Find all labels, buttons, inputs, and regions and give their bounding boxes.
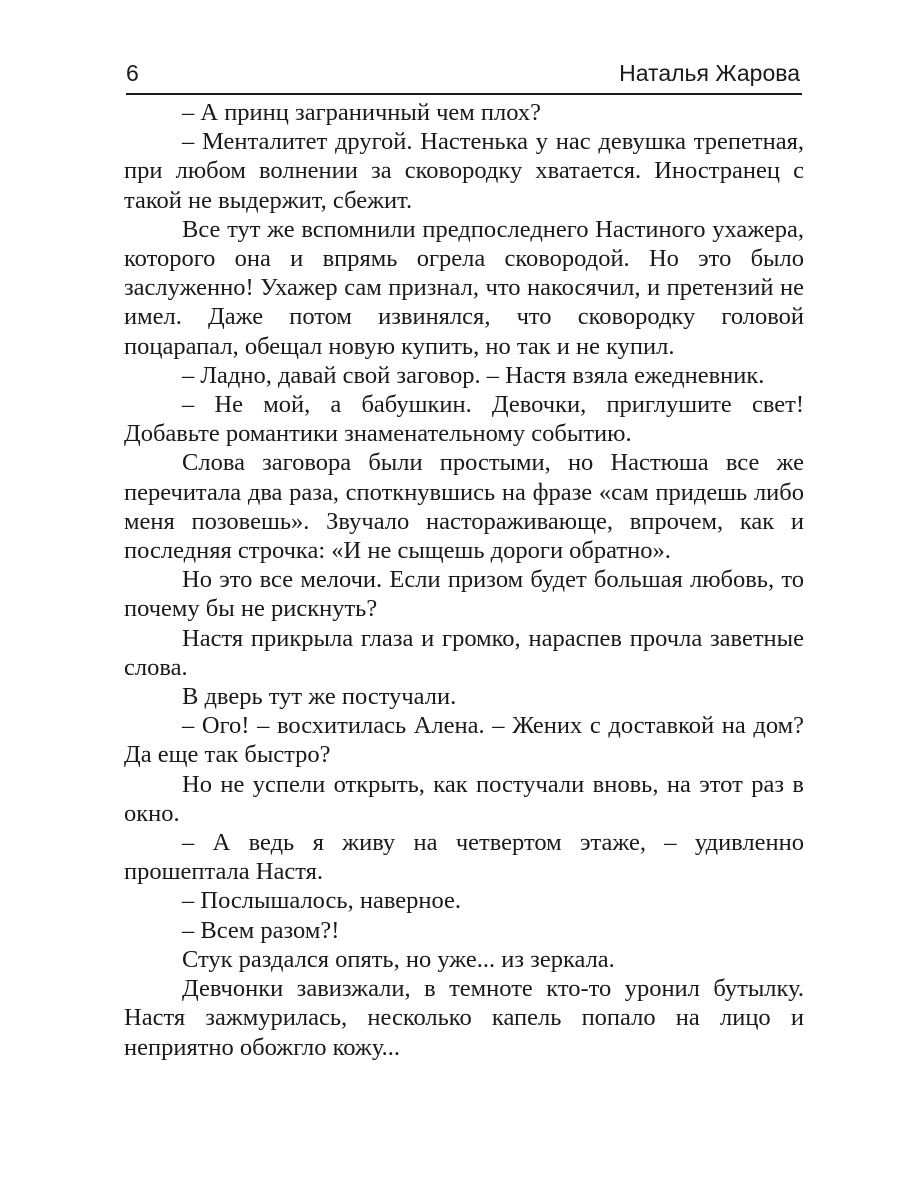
paragraph: Все тут же вспомнили предпоследнего Настиного ухажера, которого она и впрямь огрела сковородой. Но это было заслуженно! Ухажер сам признал, что накосячил, и претензий не имел. Даже потом извинялся, что сковородку головой поцарапал, обещал новую купить, но так и не купил. bbox=[124, 215, 804, 360]
paragraph: – Ого! – восхитилась Алена. – Жених с доставкой на дом? Да еще так быстро? bbox=[124, 712, 804, 769]
author-name: Наталья Жарова bbox=[619, 60, 800, 86]
paragraph: – А ведь я живу на четвертом этаже, – удивленно прошептала Настя. bbox=[124, 829, 804, 886]
paragraph: – Всем разом?! bbox=[182, 916, 340, 944]
paragraph: – Послышалось, наверное. bbox=[182, 887, 462, 915]
paragraph: – А принц заграничный чем плох? bbox=[182, 99, 542, 126]
paragraph: – Ладно, давай свой заговор. – Настя взяла ежедневник. bbox=[182, 361, 765, 389]
paragraph: Девчонки завизжали, в темноте кто-то уронил бутылку. Настя зажмурилась, несколько капель попало на лицо и неприятно обожгло кожу... bbox=[124, 975, 804, 1061]
header-rule bbox=[126, 93, 802, 95]
paragraph: Настя прикрыла глаза и громко, нараспев прочла заветные слова. bbox=[124, 624, 804, 681]
paragraph: – Не мой, а бабушкин. Девочки, приглушите свет! Добавьте романтики знаменательному событию. bbox=[124, 391, 804, 448]
paragraph: Слова заговора были простыми, но Настюша все же перечитала два раза, споткнувшись на фразе «сам придешь либо меня позовешь». Звучало настораживающе, впрочем, как и последняя строчка: «И не сыщешь дороги обратно». bbox=[124, 449, 804, 565]
paragraph: Но не успели открыть, как постучали вновь, на этот раз в окно. bbox=[124, 770, 804, 827]
paragraph: – Менталитет другой. Настенька у нас девушка трепетная, при любом волнении за сковородку хватается. Иностранец с такой не выдержит, сбежит. bbox=[124, 128, 804, 214]
paragraph: Стук раздался опять, но уже... из зеркала. bbox=[182, 945, 615, 973]
running-head bbox=[126, 58, 800, 94]
body-text bbox=[124, 98, 804, 1062]
page-number: 6 bbox=[126, 60, 139, 86]
paragraph: Но это все мелочи. Если призом будет большая любовь, то почему бы не рискнуть? bbox=[124, 566, 804, 623]
paragraph: В дверь тут же постучали. bbox=[182, 683, 457, 711]
